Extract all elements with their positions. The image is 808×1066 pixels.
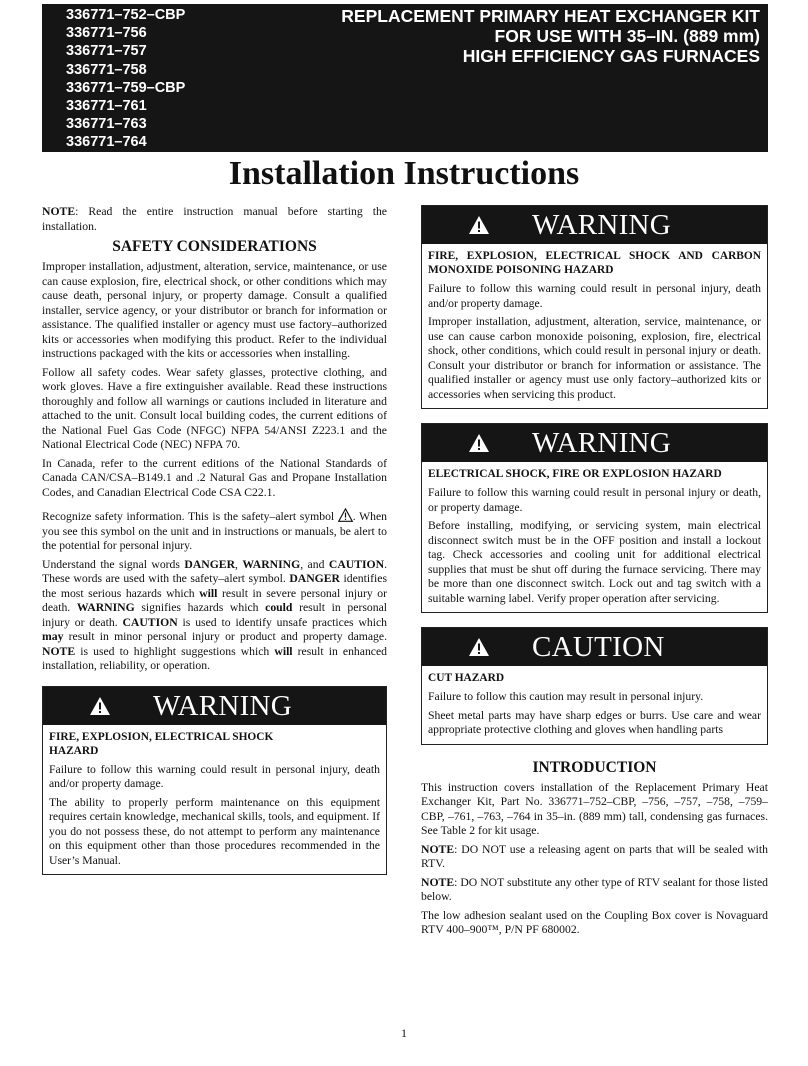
caution-triangle-icon [468, 637, 490, 657]
hazard-title: CUT HAZARD [428, 672, 505, 684]
warning-box-co [421, 205, 768, 409]
warning-box-electrical [421, 423, 768, 613]
note-paragraph [421, 876, 768, 905]
kit-title-line: HIGH EFFICIENCY GAS FURNACES [462, 46, 760, 66]
symbol-text-cont: . When you see this symbol on the unit and in instructions or manuals, be alert to the potential for personal injury. [42, 510, 387, 552]
note-paragraph [421, 843, 768, 872]
note-label: NOTE [421, 842, 455, 856]
header-band [42, 4, 768, 152]
bold-term: may [42, 630, 64, 643]
text: result in minor personal injury or product and property damage. [63, 630, 387, 643]
page-number: 1 [401, 1026, 407, 1040]
left-column [42, 205, 387, 889]
part-number: 336771–763 [66, 116, 147, 133]
kit-title-line: REPLACEMENT PRIMARY HEAT EXCHANGER KIT [341, 6, 760, 26]
text: is used to identify unsafe practices which [177, 615, 387, 629]
bold-term: NOTE [42, 644, 76, 658]
canada-paragraph: In Canada, refer to the current editions of the National Standards of Canada CAN/CSA–B149.1 and .2 Natural Gas and Propane Installation Codes, and Canadian Electrical Code CSA C22.1. [42, 456, 387, 499]
note-text: : DO NOT substitute any other type of RTV sealant for those listed below. [421, 875, 768, 903]
safety-paragraph: Follow all safety codes. Wear safety glasses, protective clothing, and work gloves. Have a fire extinguisher available. Read these instructions thoroughly and follow all warnings or cautions included in literature and attached to the unit. Consult local building codes, the current editions of the National Fuel Gas Code (NFGC) NFPA 54/ANSI Z223.1 and the National Electrical Code (NEC) NFPA 70. [42, 365, 387, 451]
caution-banner [422, 628, 767, 666]
warning-triangle-icon [468, 215, 490, 235]
text: identifies the most serious hazards which [42, 572, 387, 600]
intro-paragraph: This instruction covers installation of the Replacement Primary Heat Exchanger Kit, Part No. 336771–752–CBP, –756, –757, –758, –759–CBP, –761, –763, –764 in 35–in. (889 mm) tall, condensing gas furnaces. See Table 2 for kit usage. [421, 780, 768, 837]
text: is used to highlight suggestions which [75, 644, 275, 658]
safety-heading: SAFETY CONSIDERATIONS [112, 238, 317, 255]
bold-term: will [199, 586, 218, 600]
bold-term: DANGER [289, 572, 340, 585]
hazard-title: ELECTRICAL SHOCK, FIRE OR EXPLOSION HAZARD [428, 468, 722, 480]
kit-title-line: FOR USE WITH 35–IN. (889 mm) [494, 26, 760, 46]
warning-text: Failure to follow this warning could result in personal injury, death and/or property damage. [49, 762, 380, 790]
part-number-list [66, 6, 185, 152]
warning-banner [422, 206, 767, 244]
text: . These words are used with the safety–alert symbol. [42, 557, 387, 585]
warning-triangle-icon [468, 433, 490, 453]
right-column [421, 205, 768, 942]
warning-body [43, 725, 386, 875]
bold-term: CAUTION [122, 615, 178, 629]
hazard-title: FIRE, EXPLOSION, ELECTRICAL SHOCK AND CARBON MONOXIDE POISONING HAZARD [428, 250, 761, 276]
part-number: 336771–764 [66, 134, 147, 151]
sealant-paragraph: The low adhesion sealant used on the Coupling Box cover is Novaguard RTV 400–900™, P/N PF 680002. [421, 908, 768, 936]
text: result in personal injury or death. [42, 601, 388, 629]
warning-banner [422, 424, 767, 462]
symbol-text: Recognize safety information. This is the safety–alert symbol [42, 510, 335, 523]
warning-body [422, 462, 767, 612]
introduction-heading: INTRODUCTION [532, 758, 657, 776]
bold-term: DANGER [184, 557, 236, 571]
part-number: 336771–756 [66, 25, 147, 42]
bold-term: WARNING [242, 557, 301, 571]
document-title: Installation Instructions [228, 155, 580, 192]
note-label: NOTE [421, 875, 455, 889]
text: result in enhanced installation, reliability, or operation. [42, 644, 388, 672]
bold-term: will [274, 644, 293, 658]
warning-text: Failure to follow this warning could result in personal injury, death and/or property damage. [428, 282, 761, 310]
warning-body [422, 244, 767, 408]
part-number: 336771–757 [66, 43, 147, 60]
part-number: 336771–758 [66, 61, 147, 78]
signal-words-paragraph [42, 558, 387, 674]
text: signifies hazards which [134, 601, 266, 614]
warning-word: WARNING [153, 689, 293, 722]
warning-text: The ability to properly perform maintenance on this equipment requires certain knowledge, mechanical skills, tools, and equipment. If you do not possess these, do not attempt to perform any maintenance on this equipment other than those procedures recommended in the User’s Manual. [49, 795, 380, 867]
bold-term: CAUTION [328, 557, 385, 571]
warning-triangle-icon [89, 696, 111, 716]
caution-body [422, 666, 767, 744]
bold-term: WARNING [76, 601, 135, 614]
kit-title [341, 6, 760, 66]
note-text: : Read the entire instruction manual before starting the installation. [42, 205, 387, 233]
safety-paragraph: Improper installation, adjustment, alteration, service, maintenance, or use can cause explosion, fire, electrical shock, or other conditions which may cause death, personal injury, or property damage. Consult a qualified installer, service agency, or your distributor or branch for information or assistance. The qualified installer or agency must use factory–authorized kits or accessories when modifying this product. Refer to the individual instructions packaged with the kits or accessories when installing. [42, 260, 387, 360]
hazard-title: FIRE, EXPLOSION, ELECTRICAL SHOCK HAZARD [49, 730, 274, 757]
text: , and [300, 557, 329, 571]
note-label: NOTE [42, 205, 76, 218]
part-number: 336771–761 [66, 98, 147, 115]
caution-word: CAUTION [532, 631, 665, 663]
bold-term: could [265, 601, 293, 614]
caution-text: Failure to follow this caution may result in personal injury. [428, 690, 704, 703]
note-text: : DO NOT use a releasing agent on parts that will be sealed with RTV. [421, 842, 768, 870]
safety-alert-icon [338, 508, 353, 522]
safety-symbol-paragraph [42, 508, 387, 554]
warning-word: WARNING [532, 427, 672, 459]
part-number: 336771–759–CBP [66, 79, 186, 96]
note-paragraph [42, 205, 387, 234]
text: result in severe personal injury or death. [42, 586, 387, 614]
warning-word: WARNING [532, 209, 672, 241]
caution-box [421, 627, 768, 745]
warning-text: Before installing, modifying, or servicing system, main electrical disconnect switch must be in the OFF position and install a lockout tag. Check accessories and cooling unit for additional electrical supplies that must be shut off during the furnace servicing. There may be more than one disconnect switch. Lock out and tag switch with a suitable warning label. Verify proper operation after servicing. [428, 519, 761, 605]
warning-banner [43, 687, 386, 725]
caution-text: Sheet metal parts may have sharp edges or burrs. Use care and wear appropriate protective clothing and gloves when handling parts [428, 708, 761, 736]
warning-text: Improper installation, adjustment, alteration, service, maintenance, or use can cause carbon monoxide poisoning, explosion, fire, electrical shock, other conditions, which could result in personal injury or death. Consult your distributor or branch for information or assistance. The qualified installer or agency must use only factory–authorized kits or accessories when servicing this product. [428, 315, 761, 401]
warning-box [42, 686, 387, 876]
text: , [235, 557, 243, 571]
warning-text: Failure to follow this warning could result in personal injury or death, or property damage. [428, 486, 761, 514]
text: Understand the signal words [42, 557, 185, 571]
part-number: 336771–752–CBP [66, 7, 186, 23]
